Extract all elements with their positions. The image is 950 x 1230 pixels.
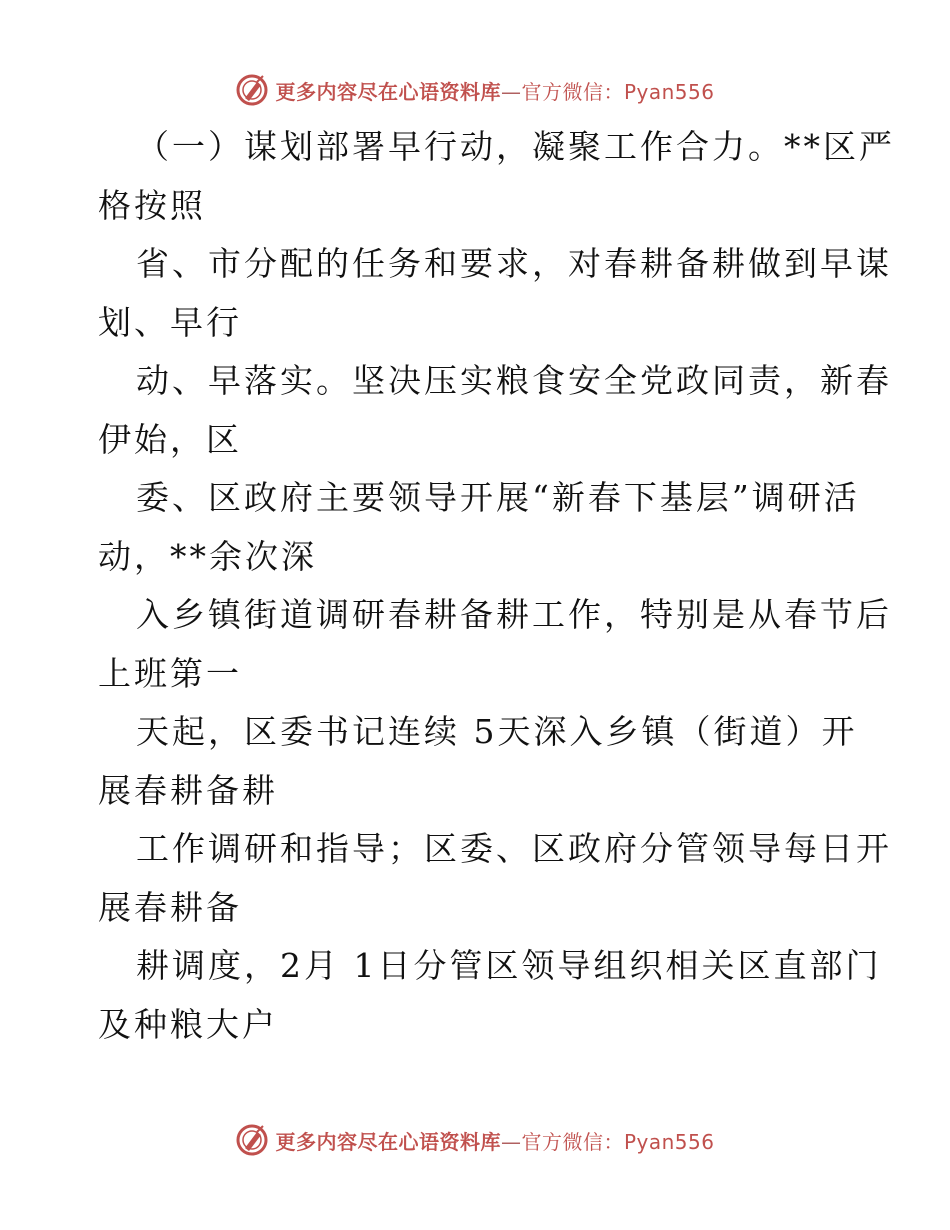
banner-site-text: 更多内容尽在心语资料库: [275, 1129, 501, 1154]
body-line: 入乡镇街道调研春耕备耕工作，特别是从春节后: [136, 595, 892, 634]
body-line: 划、早行: [98, 302, 242, 342]
banner-separator: —: [500, 1129, 522, 1154]
body-line: 工作调研和指导；区委、区政府分管领导每日开: [136, 829, 892, 868]
body-line: 耕调度，2月 1日分管区领导组织相关区直部门: [136, 946, 882, 985]
body-line: 展春耕备耕: [98, 770, 278, 810]
pen-logo-icon: [235, 1123, 269, 1157]
body-line: 上班第一: [98, 653, 242, 693]
banner-separator: —: [500, 79, 522, 104]
footer-banner: [0, 1120, 950, 1160]
banner-text: [275, 1126, 714, 1155]
body-line: （一）谋划部署早行动，凝聚工作合力。**区严: [136, 127, 895, 166]
body-line: 伊始，区: [98, 419, 242, 459]
body-line: 动、早落实。坚决压实粮食安全党政同责，新春: [136, 361, 892, 400]
body-line: 及种粮大户: [98, 1004, 278, 1044]
body-line: 省、市分配的任务和要求，对春耕备耕做到早谋: [136, 244, 892, 283]
banner-site-text: 更多内容尽在心语资料库: [275, 79, 501, 104]
banner-wechat-text: 官方微信：Pyan556: [521, 79, 715, 104]
header-banner: [0, 70, 950, 110]
body-line: 天起，区委书记连续 5天深入乡镇（街道）开: [136, 712, 858, 751]
body-line: 委、区政府主要领导开展“新春下基层”调研活: [136, 478, 860, 517]
banner-wechat-text: 官方微信：Pyan556: [521, 1129, 715, 1154]
body-line: 展春耕备: [98, 887, 242, 927]
body-line: 动，**余次深: [98, 536, 317, 576]
body-line: 格按照: [98, 185, 206, 225]
pen-logo-icon: [235, 73, 269, 107]
banner-text: [275, 76, 714, 105]
document-body: [98, 118, 895, 1054]
